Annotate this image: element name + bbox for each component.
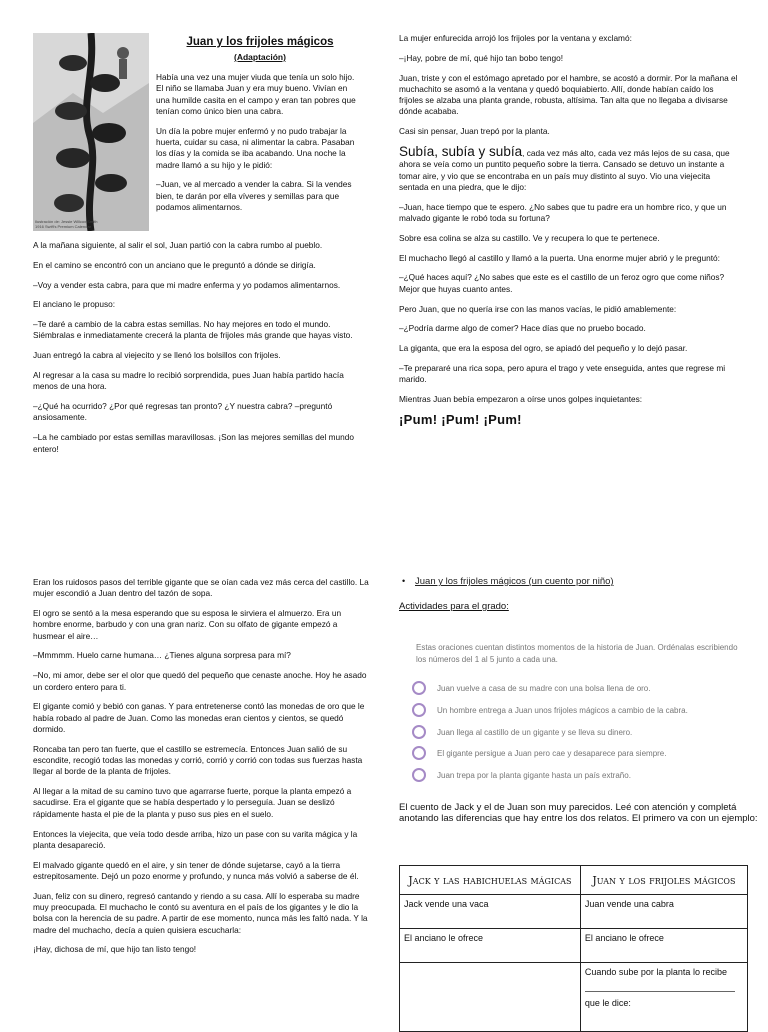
table-row [400, 929, 748, 963]
paragraph: El ogro se sentó a la mesa esperando que su esposa le sirviera el almuerzo. Era un hombre enorme, barbudo y con una gran nariz. Con su olfato de gigante empezó a husmear el aire… [33, 608, 342, 641]
activity-instructions: Estas oraciones cuentan distintos momentos de la historia de Juan. Ordénalas escribiendo los números del 1 al 5 junto a cada una. [416, 643, 738, 664]
left-column-top [33, 240, 369, 463]
table-header: Juan y los frijoles mágicos [580, 866, 747, 895]
circle-icon[interactable] [412, 725, 426, 739]
beanstalk-illustration [33, 33, 149, 231]
paragraph: –¡Hay, pobre de mí, qué hijo tan bobo tengo! [399, 52, 564, 63]
paragraph: En el camino se encontró con un anciano que le preguntó a dónde se dirigía. [33, 259, 316, 270]
cell-prompt: Cuando sube por la planta lo recibe [584, 967, 727, 977]
paragraph: Mientras Juan bebía empezaron a oírse unos golpes inquietantes: [399, 394, 643, 405]
paragraph: –Te prepararé una rica sopa, pero apura el trago y vete enseguida, antes que regrese mi marido. [399, 362, 726, 385]
paragraph: Pero Juan, que no quería irse con las manos vacías, le pidió amablemente: [399, 303, 677, 314]
option-label: Juan trepa por la planta gigante hasta un país extraño. [437, 770, 631, 780]
table-cell[interactable] [580, 963, 747, 1032]
bullet-point: • [402, 576, 406, 586]
paragraph [399, 146, 739, 193]
option-label: Juan vuelve a casa de su madre con una bolsa llena de oro. [437, 683, 651, 693]
table-header-row [400, 866, 748, 895]
option-label: Juan llega al castillo de un gigante y se lleva su dinero. [437, 727, 633, 737]
order-option[interactable] [412, 678, 650, 698]
paragraph: –¿Podría darme algo de comer? Hace días que no pruebo bocado. [399, 323, 646, 334]
paragraph: ¡Hay, dichosa de mí, que hijo tan listo tengo! [33, 944, 197, 955]
compare-instructions: El cuento de Jack y el de Juan son muy parecidos. Leé con atención y completá anotando las diferencias que hay entre los dos relatos. El primero va con un ejemplo: [399, 802, 758, 824]
paragraph: –Juan, ve al mercado a vender la cabra. Si la vendes bien, te darán por ella víveres y semillas para que podamos alimentarnos. [156, 179, 352, 212]
answer-line[interactable] [585, 983, 735, 992]
circle-icon[interactable] [412, 703, 426, 717]
cell-prompt: que le dice: [584, 998, 631, 1008]
table-cell[interactable]: El anciano le ofrece [580, 929, 747, 963]
order-option[interactable] [412, 722, 632, 742]
comparison-table [399, 865, 748, 1032]
table-header: Jack y las habichuelas mágicas [400, 866, 581, 895]
paragraph: Al llegar a la mitad de su camino tuvo que agarrarse fuerte, porque la planta empezó a sacudirse. Era el gigante que se había despertado y lo perseguía. Juan se deslizó rápidamente hasta el pie de la planta y puso sus pies en el suelo. [33, 786, 352, 819]
order-option[interactable] [412, 765, 631, 785]
story-link[interactable]: Juan y los frijoles mágicos (un cuento por niño) [415, 576, 614, 587]
right-column-top [399, 33, 739, 434]
table-cell[interactable]: El anciano le ofrece [400, 929, 581, 963]
paragraph-rest: , cada vez más alto, cada vez más lejos de su casa, que ahora se veía como un puntito pequeño sobre la tierra. Cansado se detuvo un instante a tomar aire, y vio que se encontraba en un país muy distinto al suyo. Vio una viejecita sentada en una piedra, que le dijo: [399, 148, 730, 192]
option-label: Un hombre entrega a Juan unos frijoles mágicos a cambio de la cabra. [437, 705, 688, 715]
circle-icon[interactable] [412, 681, 426, 695]
paragraph: Casi sin pensar, Juan trepó por la planta. [399, 126, 550, 137]
paragraph: –¿Qué haces aquí? ¿No sabes que este es el castillo de un feroz ogro que come niños? Mejor que huyas cuanto antes. [399, 272, 725, 294]
paragraph: –Te daré a cambio de la cabra estas semillas. No hay mejores en todo el mundo. Siémbralas e inmediatamente crecerá la planta de frijoles más grande que hayas visto. [33, 319, 353, 341]
table-cell[interactable]: Jack vende una vaca [400, 895, 581, 929]
circle-icon[interactable] [412, 746, 426, 760]
paragraph: –La he cambiado por estas semillas maravillosas. ¡Son las mejores semillas del mundo entero! [33, 432, 354, 454]
paragraph: –Juan, hace tiempo que te espero. ¿No sabes que tu padre era un hombre rico, y que un malvado gigante le robó toda su fortuna? [399, 201, 727, 224]
story-title: Juan y los frijoles mágicos [186, 36, 334, 48]
paragraph: El anciano le propuso: [33, 299, 116, 310]
paragraph: Había una vez una mujer viuda que tenía un solo hijo. El niño se llamaba Juan y era muy bueno. Vivían en una humilde casita en el campo y eran tan pobres que tenían como único bien una cabra. [156, 72, 356, 116]
paragraph: –Mmmmm. Huelo carne humana… ¿Tienes alguna sorpresa para mí? [33, 650, 291, 661]
left-column-bottom [33, 577, 369, 964]
paragraph: Juan, feliz con su dinero, regresó cantando y riendo a su casa. Allí lo esperaba su madre muy preocupada. El muchacho le contó su aventura en el país de los gigantes y le dio la bolsa con la herencia de su padre. A partir de ese momento, nunca más les faltó nada. Y la madre del muchacho, decía a quien quisiera escucharla: [33, 890, 368, 935]
illustration-caption: Ilustración de: Jessie Willcox Smith 1916 Swift's Premium Calendar [35, 219, 98, 229]
paragraph: Sobre esa colina se alza su castillo. Ve y recupera lo que te pertenece. [399, 232, 660, 243]
paragraph: La mujer enfurecida arrojó los frijoles por la ventana y exclamó: [399, 33, 632, 43]
paragraph: Eran los ruidosos pasos del terrible gigante que se oían cada vez más cerca del castillo. La mujer escondió a Juan dentro del tazón de sopa. [33, 577, 369, 599]
paragraph: –¿Qué ha ocurrido? ¿Por qué regresas tan pronto? ¿Y nuestra cabra? –preguntó ansiosamente. [33, 401, 333, 423]
circle-icon[interactable] [412, 768, 426, 782]
paragraph: La giganta, que era la esposa del ogro, se apiadó del pequeño y lo dejó pasar. [399, 343, 688, 354]
sound-effect-text: ¡Pum! ¡Pum! ¡Pum! [399, 411, 522, 427]
paragraph: El malvado gigante quedó en el aire, y sin tener de dónde sujetarse, cayó a la tierra estrepitosamente. Dejó un pozo enorme y profundo, y nunca más volvió a saberse de él. [33, 859, 359, 881]
paragraph: A la mañana siguiente, al salir el sol, Juan partió con la cabra rumbo al pueblo. [33, 240, 323, 250]
paragraph: –No, mi amor, debe ser el olor que quedó del pequeño que cenaste anoche. Hoy he asado un cordero entero para ti. [33, 670, 367, 692]
paragraph: Al regresar a la casa su madre lo recibió sorprendida, pues Juan había partido hacía menos de una hora. [33, 370, 344, 392]
order-option[interactable] [412, 743, 666, 763]
table-cell[interactable]: Juan vende una cabra [580, 895, 747, 929]
table-row [400, 895, 748, 929]
story-subtitle: (Adaptación) [234, 52, 286, 62]
activities-title: Actividades para el grado: [399, 601, 509, 612]
story-illustration [33, 33, 149, 231]
table-cell[interactable] [400, 963, 581, 1032]
paragraph: Juan entregó la cabra al viejecito y se llenó los bolsillos con frijoles. [33, 350, 281, 361]
order-option[interactable] [412, 700, 688, 720]
table-row [400, 963, 748, 1032]
paragraph: Juan, triste y con el estómago apretado por el hambre, se acostó a dormir. Por la mañana el muchachito se asomó a la ventana y quedó boquiabierto. Allí, donde habían caído los frijoles se alzaba una planta grande, robusta, altísima. Tan alta que no llegaba a divisarse dónde acababa. [399, 72, 738, 117]
intro-column [156, 72, 362, 222]
paragraph: Roncaba tan pero tan fuerte, que el castillo se estremecía. Entonces Juan salió de su escondite, recogió todas las monedas y corrió, corrió y corrió con todas sus fuerzas hasta llegar al borde de la planta de frijoles. [33, 743, 363, 777]
paragraph: –Voy a vender esta cabra, para que mi madre enferma y yo podamos alimentarnos. [33, 279, 341, 290]
paragraph: Entonces la viejecita, que veía todo desde arriba, hizo un pase con su varita mágica y la planta desapareció. [33, 828, 358, 850]
paragraph: El muchacho llegó al castillo y llamó a la puerta. Una enorme mujer abrió y le preguntó: [399, 252, 720, 263]
emphasis-text: Subía, subía y subía [399, 144, 523, 160]
option-label: El gigante persigue a Juan pero cae y desaparece para siempre. [437, 748, 667, 758]
paragraph: El gigante comió y bebió con ganas. Y para entretenerse contó las monedas de oro que le había robado al padre de Juan. Como las monedas eran cientos y cientos, se quedó dormido. [33, 701, 365, 734]
paragraph: Un día la pobre mujer enfermó y no pudo trabajar la huerta, cuidar su casa, ni alimentar la cabra. Pasaban los días y la comida se iba acabando. Una noche la madre llamó a su hijo y le pidió: [156, 125, 355, 170]
